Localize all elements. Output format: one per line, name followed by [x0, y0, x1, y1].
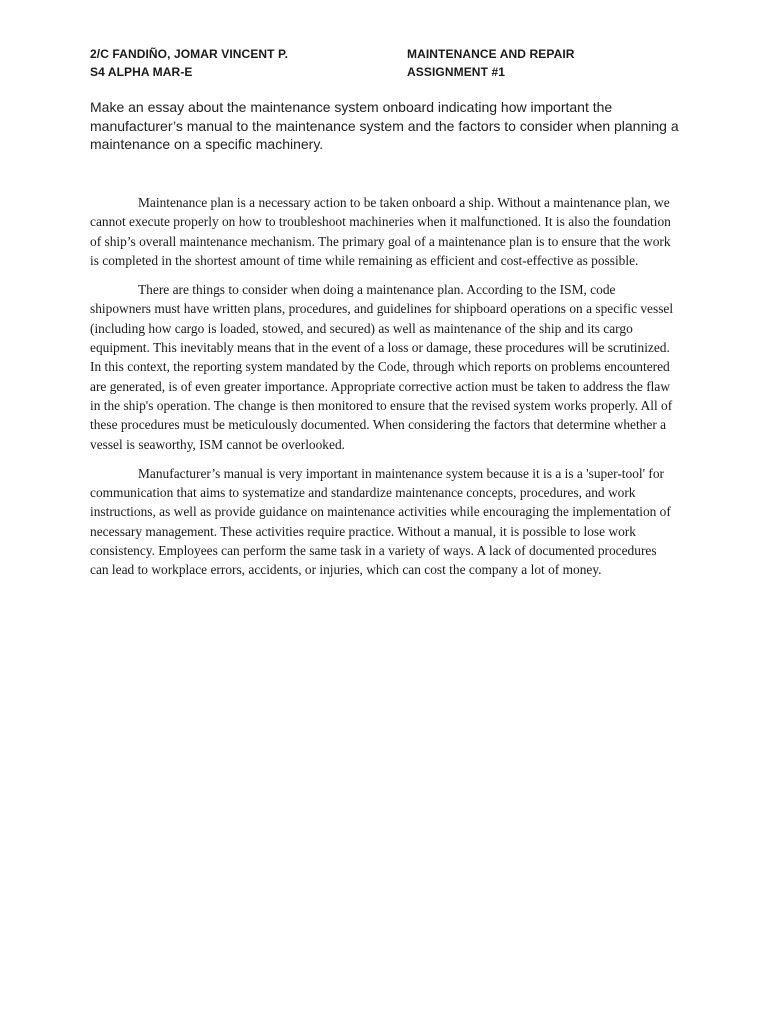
student-info: [90, 45, 390, 81]
essay-paragraph: Manufacturer’s manual is very important in maintenance system because it is a is a 'super-tool' for communication that aims to systematize and standardize maintenance concepts, procedures, and work instructions, as well as provide guidance on maintenance activities while encouraging the implementation of necessary management. These activities require practice. Without a manual, it is possible to lose work consistency. Employees can perform the same task in a variety of ways. A lack of documented procedures can lead to workplace errors, accidents, or injuries, which can cost the company a lot of money.: [90, 465, 671, 578]
student-section: S4 ALPHA MAR-E: [90, 65, 193, 79]
assignment-number: ASSIGNMENT #1: [407, 65, 505, 79]
essay-paragraph: There are things to consider when doing a maintenance plan. According to the ISM, code shipowners must have written plans, procedures, and guidelines for shipboard operations on a specific vessel (including how cargo is loaded, stowed, and secured) as well as maintenance of the ship and its cargo equipment. This inevitably means that in the event of a loss or damage, these procedures will be scrutinized. In this context, the reporting system mandated by the Code, through which reports on problems encountered are generated, is of even greater importance. Appropriate corrective action must be taken to address the flaw in the ship's operation. The change is then monitored to ensure that the revised system works properly. All of these procedures must be meticulously documented. When considering the factors that determine whether a vessel is seaworthy, ISM cannot be overlooked.: [90, 282, 674, 452]
essay-body: [90, 193, 678, 590]
assignment-prompt: Make an essay about the maintenance system onboard indicating how important the manufacturer’s manual to the maintenance system and the factors to consider when planning a maintenance on a specific machinery.: [90, 99, 679, 152]
subject-title: MAINTENANCE AND REPAIR: [407, 47, 575, 61]
essay-paragraph: Maintenance plan is a necessary action to be taken onboard a ship. Without a maintenance plan, we cannot execute properly on how to troubleshoot machineries when it malfunctioned. It is also the foundation of ship’s overall maintenance mechanism. The primary goal of a maintenance plan is to ensure that the work is completed in the shortest amount of time while remaining as efficient and cost-effective as possible.: [90, 195, 671, 268]
assignment-info: [407, 45, 690, 81]
student-name: 2/C FANDIÑO, JOMAR VINCENT P.: [90, 47, 289, 61]
